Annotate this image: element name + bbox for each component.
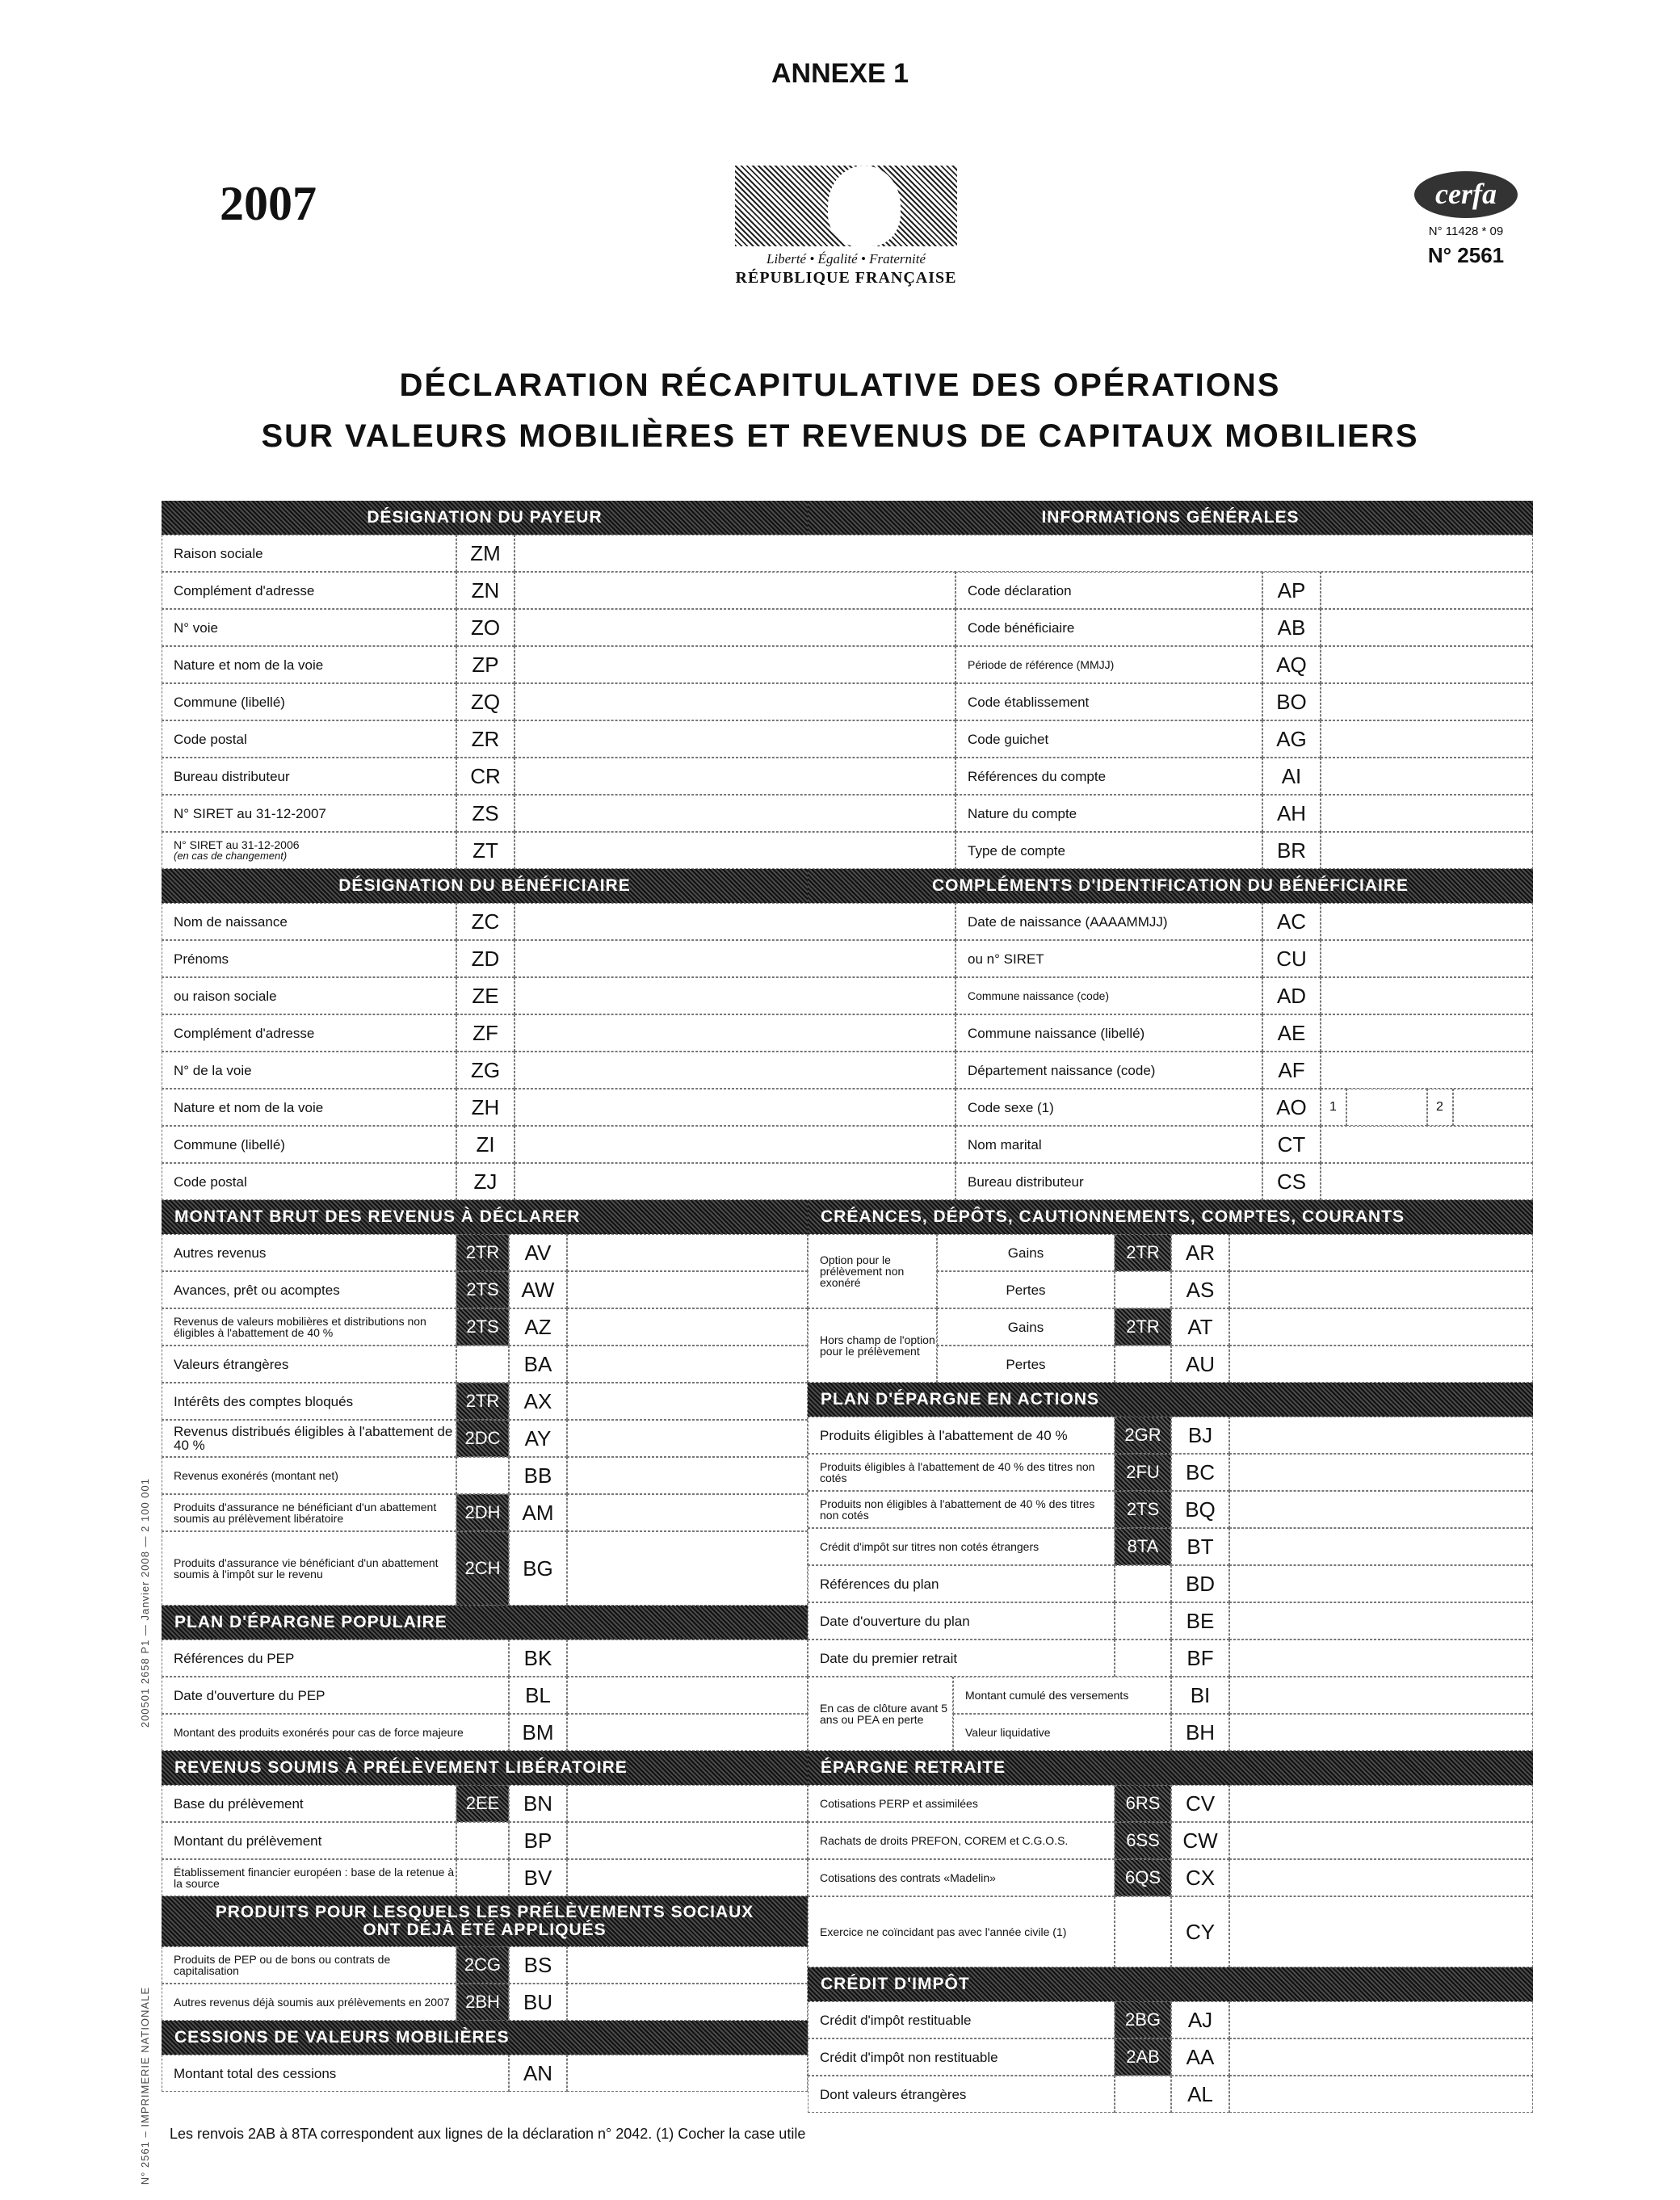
complements-label: Nom marital [956, 1126, 1262, 1163]
prefill-box: 2CH [456, 1531, 509, 1606]
sociaux-label: Produits de PEP ou de bons ou contrats de capitalisation [162, 1946, 456, 1984]
section-header-creances: CRÉANCES, DÉPÔTS, CAUTIONNEMENTS, COMPTES, COURANTS [808, 1200, 1533, 1234]
field-code: AF [1262, 1052, 1321, 1089]
pea-input[interactable] [1229, 1640, 1533, 1677]
sociaux-header-line-2: ONT DÉJÀ ÉTÉ APPLIQUÉS [363, 1921, 607, 1939]
payeur-input[interactable] [514, 758, 956, 795]
cerfa-logo: cerfa [1414, 171, 1518, 218]
pea-cloture-label: En cas de clôture avant 5 ans ou PEA en perte [808, 1677, 953, 1751]
field-code: AG [1262, 720, 1321, 758]
pea-label: Produits non éligibles à l'abattement de 40 % des titres non cotés [808, 1491, 1115, 1528]
field-code: ZN [456, 572, 514, 609]
field-code: ZO [456, 609, 514, 646]
payeur-input[interactable] [514, 535, 1533, 572]
field-code: ZJ [456, 1163, 514, 1200]
pea-cloture-input[interactable] [1229, 1677, 1533, 1714]
retraite-input[interactable] [1229, 1859, 1533, 1896]
montant-input[interactable] [567, 1457, 808, 1494]
montant-empty-box[interactable] [456, 1457, 509, 1494]
montant-empty-box[interactable] [456, 1346, 509, 1383]
beneficiaire-label: Code postal [162, 1163, 456, 1200]
pea-input[interactable] [1229, 1417, 1533, 1454]
infos-label: Nature du compte [956, 795, 1262, 832]
payeur-label: N° voie [162, 609, 456, 646]
payeur-input[interactable] [514, 683, 956, 720]
montant-input[interactable] [567, 1234, 808, 1271]
pea-cloture-row-label: Montant cumulé des versements [953, 1677, 1171, 1714]
payeur-label: Complément d'adresse [162, 572, 456, 609]
montant-input[interactable] [567, 1308, 808, 1346]
pea-label: Produits éligibles à l'abattement de 40 % [808, 1417, 1115, 1454]
pea-input[interactable] [1229, 1565, 1533, 1602]
cessions-input[interactable] [567, 2055, 808, 2092]
complements-label: Bureau distributeur [956, 1163, 1262, 1200]
retraite-input[interactable] [1229, 1896, 1533, 1967]
credit-input[interactable] [1229, 2038, 1533, 2076]
prefill-box: 2CG [456, 1946, 509, 1984]
pea-input[interactable] [1229, 1528, 1533, 1565]
montant-label: Avances, prêt ou acomptes [162, 1271, 456, 1308]
field-code: AR [1171, 1234, 1229, 1271]
creances-row-label: Gains [937, 1234, 1115, 1271]
prelev-input[interactable] [567, 1822, 808, 1859]
prefill-box: 6SS [1115, 1822, 1171, 1859]
field-code: AH [1262, 795, 1321, 832]
creances-input[interactable] [1229, 1234, 1533, 1271]
pea-cloture-row-label: Valeur liquidative [953, 1714, 1171, 1751]
montant-label: Produits d'assurance vie bénéficiant d'un abattement soumis à l'impôt sur le revenu [162, 1531, 456, 1606]
complements-input[interactable] [1321, 1126, 1533, 1163]
pea-label: Crédit d'impôt sur titres non cotés étrangers [808, 1528, 1115, 1565]
sociaux-input[interactable] [567, 1984, 808, 2021]
payeur-label: Nature et nom de la voie [162, 646, 456, 683]
field-code: BU [509, 1984, 567, 2021]
prelev-label: Montant du prélèvement [162, 1822, 456, 1859]
payeur-input[interactable] [514, 609, 956, 646]
beneficiaire-input[interactable] [514, 903, 956, 940]
field-code: ZG [456, 1052, 514, 1089]
montant-input[interactable] [567, 1346, 808, 1383]
beneficiaire-label: ou raison sociale [162, 977, 456, 1014]
cerfa-no: N° 2561 [1427, 243, 1505, 267]
field-code: BJ [1171, 1417, 1229, 1454]
pea-input[interactable] [1229, 1454, 1533, 1491]
field-code: BQ [1171, 1491, 1229, 1528]
section-header-montant: MONTANT BRUT DES REVENUS À DÉCLARER [162, 1200, 808, 1234]
infos-input[interactable] [1321, 832, 1533, 869]
field-code: CR [456, 758, 514, 795]
field-code: AB [1262, 609, 1321, 646]
creances-empty-box[interactable] [1115, 1346, 1171, 1383]
montant-input[interactable] [567, 1494, 808, 1531]
creances-row-label: Pertes [937, 1271, 1115, 1308]
marianne-icon [735, 166, 957, 246]
creances-input[interactable] [1229, 1271, 1533, 1308]
beneficiaire-input[interactable] [514, 1052, 956, 1089]
field-code: BG [509, 1531, 567, 1606]
field-code: AS [1171, 1271, 1229, 1308]
field-code: BA [509, 1346, 567, 1383]
beneficiaire-label: Nature et nom de la voie [162, 1089, 456, 1126]
section-header-pea: PLAN D'ÉPARGNE EN ACTIONS [808, 1383, 1533, 1417]
field-code: AC [1262, 903, 1321, 940]
creances-hors-label: Hors champ de l'option pour le prélèvement [808, 1308, 937, 1383]
beneficiaire-label: Nom de naissance [162, 903, 456, 940]
field-code: BS [509, 1946, 567, 1984]
field-code: AQ [1262, 646, 1321, 683]
field-code: ZP [456, 646, 514, 683]
payeur-input[interactable] [514, 720, 956, 758]
beneficiaire-input[interactable] [514, 977, 956, 1014]
pea-empty-box[interactable] [1115, 1640, 1171, 1677]
field-code: AA [1171, 2038, 1229, 2076]
cerfa-block [1405, 171, 1527, 268]
field-code: AL [1171, 2076, 1229, 2113]
section-header-beneficiaire: DÉSIGNATION DU BÉNÉFICIAIRE [162, 869, 808, 903]
pea-label: Date du premier retrait [808, 1640, 1115, 1677]
prefill-box: 6QS [1115, 1859, 1171, 1896]
field-code: BR [1262, 832, 1321, 869]
pea-input[interactable] [1229, 1491, 1533, 1528]
prelev-input[interactable] [567, 1859, 808, 1896]
prelev-empty-box[interactable] [456, 1822, 509, 1859]
field-code: CS [1262, 1163, 1321, 1200]
montant-label: Produits d'assurance ne bénéficiant d'un abattement soumis au prélèvement libératoire [162, 1494, 456, 1531]
infos-input[interactable] [1321, 795, 1533, 832]
section-header-payeur: DÉSIGNATION DU PAYEUR [162, 501, 808, 535]
prelev-label: Base du prélèvement [162, 1785, 456, 1822]
field-code: BC [1171, 1454, 1229, 1491]
montant-label: Revenus exonérés (montant net) [162, 1457, 456, 1494]
logo-republic: RÉPUBLIQUE FRANÇAISE [735, 269, 957, 287]
field-code: BB [509, 1457, 567, 1494]
field-code: CW [1171, 1822, 1229, 1859]
payeur-label: Raison sociale [162, 535, 456, 572]
field-code: ZD [456, 940, 514, 977]
retraite-label: Cotisations PERP et assimilées [808, 1785, 1115, 1822]
infos-input[interactable] [1321, 720, 1533, 758]
prefill-box: 2DC [456, 1420, 509, 1457]
sociaux-input[interactable] [567, 1946, 808, 1984]
sex-option-1-box[interactable] [1346, 1089, 1427, 1126]
field-code: ZC [456, 903, 514, 940]
field-code: BT [1171, 1528, 1229, 1565]
field-code: BK [509, 1640, 567, 1677]
credit-label: Crédit d'impôt restituable [808, 2001, 1115, 2038]
field-code: ZQ [456, 683, 514, 720]
field-code: CX [1171, 1859, 1229, 1896]
infos-input[interactable] [1321, 572, 1533, 609]
section-header-sociaux [162, 1896, 808, 1946]
field-code: ZT [456, 832, 514, 869]
prefill-box: 2DH [456, 1494, 509, 1531]
montant-input[interactable] [567, 1420, 808, 1457]
pea-label: Date d'ouverture du plan [808, 1602, 1115, 1640]
prefill-box: 2TR [1115, 1234, 1171, 1271]
field-code: AX [509, 1383, 567, 1420]
prefill-box: 2TS [456, 1271, 509, 1308]
section-header-complements: COMPLÉMENTS D'IDENTIFICATION DU BÉNÉFICIAIRE [808, 869, 1533, 903]
title-line-1: DÉCLARATION RÉCAPITULATIVE DES OPÉRATIONS [399, 367, 1281, 403]
pep-label: Montant des produits exonérés pour cas de force majeure [162, 1714, 509, 1751]
pep-label: Références du PEP [162, 1640, 509, 1677]
footer-note: Les renvois 2AB à 8TA correspondent aux lignes de la déclaration n° 2042. (1) Cocher la case utile [170, 2126, 806, 2142]
field-code: BN [509, 1785, 567, 1822]
sociaux-label: Autres revenus déjà soumis aux prélèvements en 2007 [162, 1984, 456, 2021]
annex-label: ANNEXE 1 [771, 58, 909, 89]
pep-input[interactable] [567, 1714, 808, 1751]
montant-label: Valeurs étrangères [162, 1346, 456, 1383]
complements-input[interactable] [1321, 1052, 1533, 1089]
beneficiaire-label: N° de la voie [162, 1052, 456, 1089]
field-code: AU [1171, 1346, 1229, 1383]
field-code: CV [1171, 1785, 1229, 1822]
field-code: AI [1262, 758, 1321, 795]
complements-label: Commune naissance (code) [956, 977, 1262, 1014]
field-code: AV [509, 1234, 567, 1271]
beneficiaire-input[interactable] [514, 1163, 956, 1200]
complements-label: ou n° SIRET [956, 940, 1262, 977]
complements-input[interactable] [1321, 1014, 1533, 1052]
pea-empty-box[interactable] [1115, 1602, 1171, 1640]
field-code: BM [509, 1714, 567, 1751]
montant-label: Revenus de valeurs mobilières et distributions non éligibles à l'abattement de 40 % [162, 1308, 456, 1346]
retraite-label: Rachats de droits PREFON, COREM et C.G.O.S. [808, 1822, 1115, 1859]
section-header-infos: INFORMATIONS GÉNÉRALES [808, 501, 1533, 535]
field-code: AO [1262, 1089, 1321, 1126]
field-code: BD [1171, 1565, 1229, 1602]
field-code: AT [1171, 1308, 1229, 1346]
payeur-input[interactable] [514, 832, 956, 869]
prefill-box: 2TR [1115, 1308, 1171, 1346]
field-code: CT [1262, 1126, 1321, 1163]
infos-label: Code déclaration [956, 572, 1262, 609]
payeur-input[interactable] [514, 795, 956, 832]
beneficiaire-label: Commune (libellé) [162, 1126, 456, 1163]
creances-input[interactable] [1229, 1346, 1533, 1383]
pep-input[interactable] [567, 1640, 808, 1677]
creances-row-label: Pertes [937, 1346, 1115, 1383]
complements-input[interactable] [1321, 977, 1533, 1014]
beneficiaire-input[interactable] [514, 940, 956, 977]
creances-input[interactable] [1229, 1308, 1533, 1346]
field-code: BI [1171, 1677, 1229, 1714]
payeur-input[interactable] [514, 646, 956, 683]
beneficiaire-input[interactable] [514, 1014, 956, 1052]
infos-label: Références du compte [956, 758, 1262, 795]
complements-label: Commune naissance (libellé) [956, 1014, 1262, 1052]
prefill-box: 2TR [456, 1383, 509, 1420]
beneficiaire-label: Prénoms [162, 940, 456, 977]
credit-empty-box[interactable] [1115, 2076, 1171, 2113]
complements-input[interactable] [1321, 940, 1533, 977]
complements-input[interactable] [1321, 903, 1533, 940]
infos-label: Code bénéficiaire [956, 609, 1262, 646]
section-header-cessions: CESSIONS DE VALEURS MOBILIÈRES [162, 2021, 808, 2055]
prefill-box: 2BH [456, 1984, 509, 2021]
field-code: AZ [509, 1308, 567, 1346]
infos-label: Type de compte [956, 832, 1262, 869]
pea-input[interactable] [1229, 1602, 1533, 1640]
pep-label: Date d'ouverture du PEP [162, 1677, 509, 1714]
field-code: AW [509, 1271, 567, 1308]
field-code: AN [509, 2055, 567, 2092]
complements-label: Code sexe (1) [956, 1089, 1262, 1126]
printer-reference: 200501 2658 P1 — Janvier 2008 — 2 100 001 [139, 1478, 151, 1728]
imprimerie-reference: N° 2561 – IMPRIMERIE NATIONALE [139, 1987, 151, 2185]
payeur-input[interactable] [514, 572, 956, 609]
field-code: AP [1262, 572, 1321, 609]
prelev-empty-box[interactable] [456, 1859, 509, 1896]
retraite-empty-box[interactable] [1115, 1896, 1171, 1967]
infos-input[interactable] [1321, 646, 1533, 683]
section-header-epargne-retraite: ÉPARGNE RETRAITE [808, 1751, 1533, 1785]
complements-label: Département naissance (code) [956, 1052, 1262, 1089]
montant-label: Autres revenus [162, 1234, 456, 1271]
field-code: BE [1171, 1602, 1229, 1640]
pea-empty-box[interactable] [1115, 1565, 1171, 1602]
retraite-input[interactable] [1229, 1785, 1533, 1822]
beneficiaire-label: Complément d'adresse [162, 1014, 456, 1052]
logo-motto: Liberté • Égalité • Fraternité [766, 251, 926, 267]
retraite-label: Exercice ne coïncidant pas avec l'année civile (1) [808, 1896, 1115, 1967]
field-code: CY [1171, 1896, 1229, 1967]
field-code: ZR [456, 720, 514, 758]
siret-change-note: (en cas de changement) [174, 850, 288, 862]
title-line-2: SUR VALEURS MOBILIÈRES ET REVENUS DE CAPITAUX MOBILIERS [261, 418, 1419, 454]
sociaux-header-line-1: PRODUITS POUR LESQUELS LES PRÉLÈVEMENTS SOCIAUX [215, 1903, 754, 1921]
form-year: 2007 [220, 177, 317, 230]
payeur-label: Bureau distributeur [162, 758, 456, 795]
infos-label: Code établissement [956, 683, 1262, 720]
field-code: AY [509, 1420, 567, 1457]
credit-label: Crédit d'impôt non restituable [808, 2038, 1115, 2076]
pea-cloture-input[interactable] [1229, 1714, 1533, 1751]
field-code: AE [1262, 1014, 1321, 1052]
field-code: BL [509, 1677, 567, 1714]
payeur-label: N° SIRET au 31-12-2006 (en cas de changement) [162, 832, 456, 869]
credit-input[interactable] [1229, 2001, 1533, 2038]
montant-input[interactable] [567, 1383, 808, 1420]
payeur-label: Code postal [162, 720, 456, 758]
field-code: BF [1171, 1640, 1229, 1677]
prefill-box: 2GR [1115, 1417, 1171, 1454]
field-code: ZF [456, 1014, 514, 1052]
field-code: BP [509, 1822, 567, 1859]
field-code: ZI [456, 1126, 514, 1163]
prefill-box: 6RS [1115, 1785, 1171, 1822]
infos-label: Période de référence (MMJJ) [956, 646, 1262, 683]
infos-input[interactable] [1321, 609, 1533, 646]
payeur-label: N° SIRET au 31-12-2007 [162, 795, 456, 832]
field-code: AJ [1171, 2001, 1229, 2038]
pea-label: Références du plan [808, 1565, 1115, 1602]
field-code: ZH [456, 1089, 514, 1126]
montant-label: Revenus distribués éligibles à l'abattement de 40 % [162, 1420, 456, 1457]
section-header-prelev: REVENUS SOUMIS À PRÉLÈVEMENT LIBÉRATOIRE [162, 1751, 808, 1785]
beneficiaire-input[interactable] [514, 1126, 956, 1163]
montant-input[interactable] [567, 1531, 808, 1606]
section-header-credit: CRÉDIT D'IMPÔT [808, 1967, 1533, 2001]
prefill-box: 2EE [456, 1785, 509, 1822]
field-code: BH [1171, 1714, 1229, 1751]
prefill-box: 2TR [456, 1234, 509, 1271]
cerfa-form-number: N° 11428 * 09 [1428, 225, 1504, 238]
field-code: ZS [456, 795, 514, 832]
prefill-box: 2BG [1115, 2001, 1171, 2038]
credit-input[interactable] [1229, 2076, 1533, 2113]
field-code: ZE [456, 977, 514, 1014]
field-code: CU [1262, 940, 1321, 977]
prefill-box: 2TS [456, 1308, 509, 1346]
cessions-label: Montant total des cessions [162, 2055, 509, 2092]
pea-label: Produits éligibles à l'abattement de 40 % des titres non cotés [808, 1454, 1115, 1491]
section-header-pep: PLAN D'ÉPARGNE POPULAIRE [162, 1606, 808, 1640]
infos-input[interactable] [1321, 758, 1533, 795]
field-code: BO [1262, 683, 1321, 720]
prelev-label: Établissement financier européen : base de la retenue à la source [162, 1859, 456, 1896]
creances-option-label: Option pour le prélèvement non exonéré [808, 1234, 937, 1308]
creances-row-label: Gains [937, 1308, 1115, 1346]
sex-option-2-label: 2 [1427, 1089, 1453, 1126]
field-code: BV [509, 1859, 567, 1896]
complements-input[interactable] [1321, 1163, 1533, 1200]
infos-input[interactable] [1321, 683, 1533, 720]
field-code: ZM [456, 535, 514, 572]
credit-label: Dont valeurs étrangères [808, 2076, 1115, 2113]
prefill-box: 2AB [1115, 2038, 1171, 2076]
retraite-label: Cotisations des contrats «Madelin» [808, 1859, 1115, 1896]
montant-input[interactable] [567, 1271, 808, 1308]
complements-label: Date de naissance (AAAAMMJJ) [956, 903, 1262, 940]
pep-input[interactable] [567, 1677, 808, 1714]
sex-option-1-label: 1 [1321, 1089, 1346, 1126]
creances-empty-box[interactable] [1115, 1271, 1171, 1308]
field-code: AD [1262, 977, 1321, 1014]
prefill-box: 8TA [1115, 1528, 1171, 1565]
infos-label: Code guichet [956, 720, 1262, 758]
prelev-input[interactable] [567, 1785, 808, 1822]
prefill-box: 2FU [1115, 1454, 1171, 1491]
montant-label: Intérêts des comptes bloqués [162, 1383, 456, 1420]
prefill-box: 2TS [1115, 1491, 1171, 1528]
retraite-input[interactable] [1229, 1822, 1533, 1859]
republic-logo [735, 166, 957, 288]
sex-option-2-box[interactable] [1453, 1089, 1533, 1126]
payeur-label: Commune (libellé) [162, 683, 456, 720]
beneficiaire-input[interactable] [514, 1089, 956, 1126]
field-code: AM [509, 1494, 567, 1531]
